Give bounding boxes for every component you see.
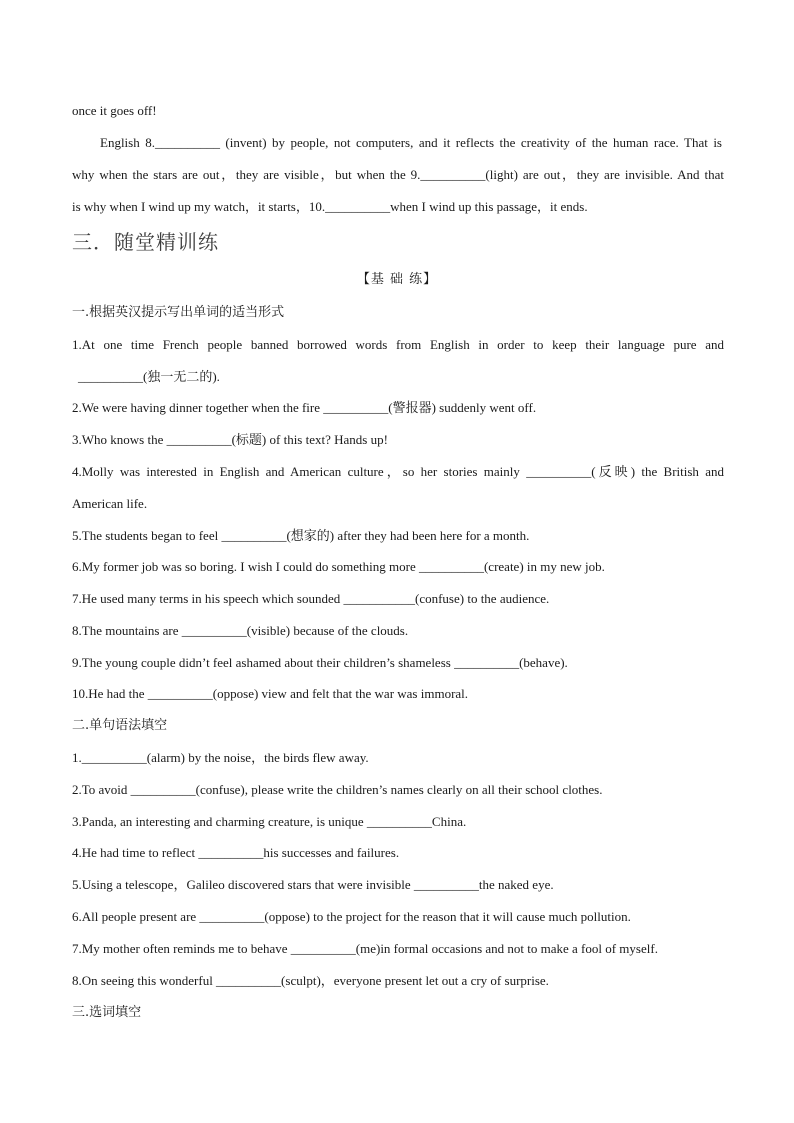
- part2-item: 1.__________(alarm) by the noise，the birds flew away.: [72, 750, 369, 765]
- part1-item: 8.The mountains are __________(visible) because of the clouds.: [72, 623, 409, 638]
- intro-line-2: English 8.__________ (invent) by people, not computers, and it reflects the creativity of the human race. That is: [100, 135, 722, 150]
- part1-item: 9.The young couple didn’t feel ashamed about their children’s shameless __________(behave).: [72, 655, 568, 670]
- intro-line-1: once it goes off!: [72, 103, 157, 118]
- part2-item: 2.To avoid __________(confuse), please write the children’s names clearly on all their school clothes.: [72, 782, 603, 797]
- part1-heading: 一.根据英汉提示写出单词的适当形式: [72, 305, 285, 320]
- intro-line-3: why when the stars are out，they are visible，but when the 9.__________(light) are out，they are invisible. And that: [72, 167, 724, 182]
- part1-item: 1.At one time French people banned borrowed words from English in order to keep their language pure and: [72, 337, 724, 352]
- part1-item: American life.: [72, 496, 148, 511]
- part3-heading: 三.选词填空: [72, 1005, 142, 1020]
- part2-item: 6.All people present are __________(oppose) to the project for the reason that it will cause much pollution.: [72, 909, 631, 924]
- part2-heading: 二.单句语法填空: [72, 718, 168, 733]
- part2-item: 7.My mother often reminds me to behave __________(me)in formal occasions and not to make a fool of myself.: [72, 941, 658, 956]
- part1-item: 10.He had the __________(oppose) view and felt that the war was immoral.: [72, 686, 469, 701]
- part1-item: 6.My former job was so boring. I wish I could do something more __________(create) in my new job.: [72, 559, 605, 574]
- section-title: 三．随堂精训练: [72, 230, 219, 254]
- part2-item: 4.He had time to reflect __________his successes and failures.: [72, 845, 400, 860]
- part2-item: 3.Panda, an interesting and charming creature, is unique __________China.: [72, 814, 467, 829]
- subheading: 【基 础 练】: [356, 272, 438, 287]
- part2-item: 8.On seeing this wonderful __________(sculpt)，everyone present let out a cry of surprise.: [72, 973, 549, 988]
- part2-item: 5.Using a telescope，Galileo discovered stars that were invisible __________the naked eye.: [72, 877, 554, 892]
- part1-item: 4.Molly was interested in English and American culture，so her stories mainly __________(反映) the British and: [72, 464, 724, 479]
- part1-item: 2.We were having dinner together when the fire __________(警报器) suddenly went off.: [72, 400, 537, 415]
- part1-item: 3.Who knows the __________(标题) of this text? Hands up!: [72, 432, 388, 447]
- intro-line-4: is why when I wind up my watch，it starts，10.__________when I wind up this passage，it ends.: [72, 199, 588, 214]
- part1-item: 7.He used many terms in his speech which sounded ___________(confuse) to the audience.: [72, 591, 550, 606]
- part1-item: __________(独一无二的).: [78, 369, 220, 384]
- part1-item: 5.The students began to feel __________(想家的) after they had been here for a month.: [72, 528, 530, 543]
